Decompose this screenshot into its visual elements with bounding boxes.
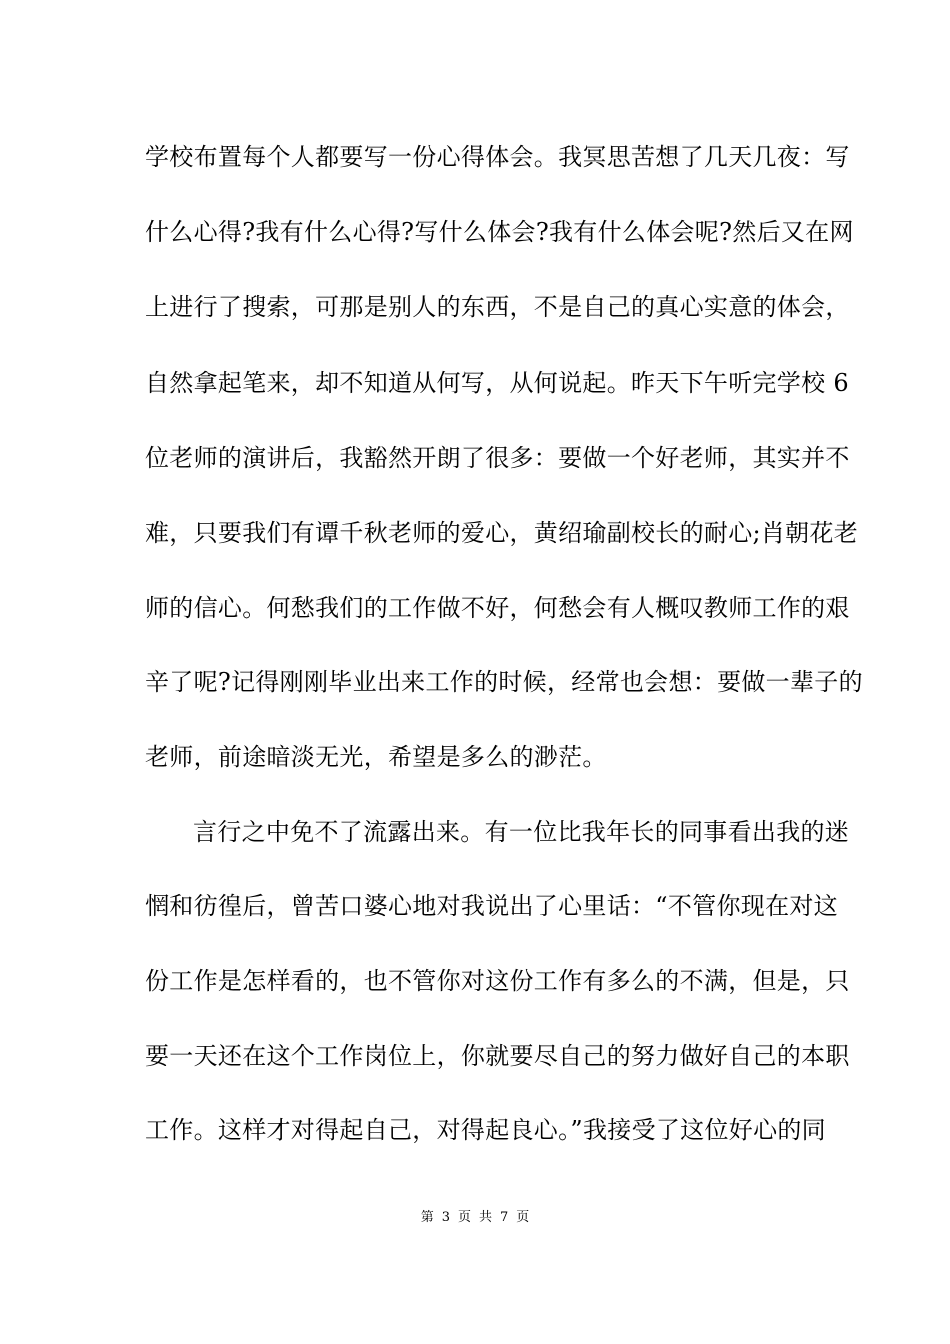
paragraph-2-line-3: 份工作是怎样看的，也不管你对这份工作有多么的不满，但是，只 bbox=[145, 967, 850, 995]
paragraph-1-line-5: 位老师的演讲后，我豁然开朗了很多：要做一个好老师，其实并不 bbox=[145, 444, 850, 472]
paragraph-2-line-4: 要一天还在这个工作岗位上，你就要尽自己的努力做好自己的本职 bbox=[145, 1042, 850, 1070]
paragraph-1-line-8: 辛了呢?记得刚刚毕业出来工作的时候，经常也会想：要做一辈子的 bbox=[145, 668, 863, 696]
paragraph-1-line-3: 上进行了搜索，可那是别人的东西，不是自己的真心实意的体会， bbox=[145, 293, 850, 321]
footer-page-word: 第 bbox=[420, 1210, 434, 1225]
footer-total-unit: 页 bbox=[516, 1210, 530, 1225]
footer-page-unit: 页 bbox=[457, 1210, 471, 1225]
paragraph-2-line-1: 言行之中免不了流露出来。有一位比我年长的同事看出我的迷 bbox=[193, 818, 850, 846]
paragraph-1-line-6: 难，只要我们有谭千秋老师的爱心，黄绍瑜副校长的耐心;肖朝花老 bbox=[145, 519, 859, 547]
paragraph-1-line-4: 自然拿起笔来，却不知道从何写，从何说起。昨天下午听完学校 6 bbox=[145, 369, 849, 397]
paragraph-1-line-7: 师的信心。何愁我们的工作做不好，何愁会有人概叹教师工作的艰 bbox=[145, 594, 850, 622]
paragraph-1-line-9: 老师，前途暗淡无光，希望是多么的渺茫。 bbox=[145, 743, 607, 771]
page-footer bbox=[0, 1209, 950, 1227]
footer-total-number: 7 bbox=[500, 1210, 509, 1225]
paragraph-1-line-1: 学校布置每个人都要写一份心得体会。我冥思苦想了几天几夜：写 bbox=[145, 143, 850, 171]
paragraph-2-line-5: 工作。这样才对得起自己，对得起良心。”我接受了这位好心的同 bbox=[145, 1116, 826, 1144]
paragraph-2-line-2: 惘和彷徨后，曾苦口婆心地对我说出了心里话：“不管你现在对这 bbox=[145, 892, 838, 920]
footer-page-number: 3 bbox=[441, 1210, 450, 1225]
footer-total-word: 共 bbox=[479, 1210, 493, 1225]
paragraph-1-line-2: 什么心得?我有什么心得?写什么体会?我有什么体会呢?然后又在网 bbox=[145, 218, 854, 246]
